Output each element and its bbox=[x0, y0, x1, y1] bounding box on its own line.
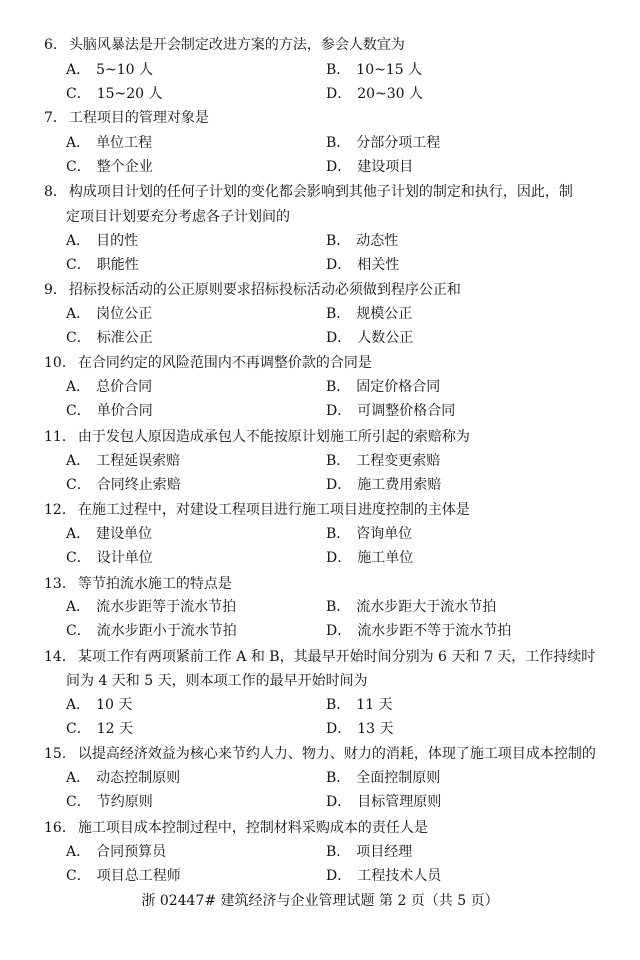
question-stem bbox=[44, 816, 604, 841]
question-text: 招标投标活动的公正原则要求招标投标活动必须做到程序公正和 bbox=[68, 282, 461, 298]
option-c bbox=[66, 866, 181, 886]
option-c bbox=[66, 84, 163, 104]
option-text: 施工单位 bbox=[357, 550, 414, 566]
option-letter: B． bbox=[326, 844, 351, 860]
option-b bbox=[326, 231, 398, 251]
option-text: 流水步距小于流水节拍 bbox=[96, 623, 237, 639]
option-c bbox=[66, 328, 153, 348]
option-letter: D． bbox=[326, 159, 352, 175]
option-text: 10~15 人 bbox=[356, 62, 423, 78]
option-b bbox=[326, 768, 440, 788]
option-text: 13 天 bbox=[357, 721, 394, 737]
option-text: 流水步距不等于流水节拍 bbox=[357, 623, 512, 639]
option-letter: B． bbox=[326, 135, 351, 151]
question-number: 11． bbox=[44, 429, 76, 445]
question-text: 某项工作有两项紧前工作 A 和 B，其最早开始时间分别为 6 天和 7 天，工作持续时 bbox=[77, 649, 596, 665]
option-d bbox=[326, 621, 511, 641]
option-d bbox=[326, 719, 394, 739]
option-b bbox=[326, 597, 496, 617]
option-text: 单价合同 bbox=[96, 403, 153, 419]
option-c bbox=[66, 401, 153, 421]
question-number: 13． bbox=[44, 576, 76, 592]
option-text: 工程延误索赔 bbox=[96, 453, 181, 469]
option-b bbox=[326, 133, 440, 153]
option-letter: B． bbox=[326, 379, 351, 395]
option-text: 动态控制原则 bbox=[96, 770, 181, 786]
option-letter: A． bbox=[66, 135, 91, 151]
option-letter: B． bbox=[326, 526, 351, 542]
question-text: 等节拍流水施工的特点是 bbox=[77, 576, 232, 592]
question-stem bbox=[44, 498, 604, 523]
option-letter: D． bbox=[326, 403, 352, 419]
option-text: 合同预算员 bbox=[96, 844, 167, 860]
option-letter: A． bbox=[66, 770, 91, 786]
question-stem bbox=[44, 742, 604, 767]
question-stem bbox=[44, 645, 604, 670]
option-text: 11 天 bbox=[356, 697, 393, 713]
option-text: 整个企业 bbox=[96, 159, 153, 175]
question-number: 16． bbox=[44, 820, 76, 836]
option-a bbox=[66, 597, 236, 617]
option-text: 全面控制原则 bbox=[356, 770, 441, 786]
option-text: 合同终止索赔 bbox=[96, 477, 181, 493]
question-text-continued: 间为 4 天和 5 天，则本项工作的最早开始时间为 bbox=[66, 673, 368, 689]
page-footer: 浙 02447# 建筑经济与企业管理试题 第 2 页（共 5 页） bbox=[141, 893, 499, 909]
option-letter: A． bbox=[66, 526, 91, 542]
option-letter: C． bbox=[66, 868, 91, 884]
option-text: 12 天 bbox=[96, 721, 133, 737]
option-letter: A． bbox=[66, 599, 91, 615]
option-text: 施工费用索赔 bbox=[357, 477, 442, 493]
question-stem bbox=[44, 351, 604, 376]
question-stem bbox=[44, 425, 604, 450]
option-letter: D． bbox=[326, 550, 352, 566]
option-text: 岗位公正 bbox=[96, 306, 153, 322]
option-a bbox=[66, 768, 180, 788]
option-d bbox=[326, 548, 413, 568]
option-text: 流水步距等于流水节拍 bbox=[96, 599, 237, 615]
option-d bbox=[326, 255, 399, 275]
option-c bbox=[66, 475, 181, 495]
option-text: 15~20 人 bbox=[96, 86, 163, 102]
option-letter: B． bbox=[326, 62, 351, 78]
option-letter: A． bbox=[66, 62, 91, 78]
question-stem bbox=[44, 180, 604, 205]
option-c bbox=[66, 548, 153, 568]
option-c bbox=[66, 792, 153, 812]
option-letter: C． bbox=[66, 623, 91, 639]
option-a bbox=[66, 231, 138, 251]
option-text: 职能性 bbox=[96, 257, 139, 273]
option-a bbox=[66, 133, 152, 153]
question-text: 以提高经济效益为核心来节约人力、物力、财力的消耗，体现了施工项目成本控制的 bbox=[77, 746, 596, 762]
option-letter: C． bbox=[66, 550, 91, 566]
option-b bbox=[326, 524, 412, 544]
option-text: 5~10 人 bbox=[96, 62, 154, 78]
question-number: 7． bbox=[44, 110, 67, 126]
question-text: 由于发包人原因造成承包人不能按原计划施工所引起的索赔称为 bbox=[77, 429, 470, 445]
option-text: 项目总工程师 bbox=[96, 868, 181, 884]
question-text: 施工项目成本控制过程中，控制材料采购成本的责任人是 bbox=[77, 820, 428, 836]
option-letter: C． bbox=[66, 477, 91, 493]
question-text: 在合同约定的风险范围内不再调整价款的合同是 bbox=[77, 355, 372, 371]
option-text: 设计单位 bbox=[96, 550, 153, 566]
option-text: 动态性 bbox=[356, 233, 399, 249]
question-stem bbox=[44, 33, 604, 58]
option-text: 分部分项工程 bbox=[356, 135, 441, 151]
option-d bbox=[326, 401, 455, 421]
option-text: 10 天 bbox=[96, 697, 133, 713]
option-letter: D． bbox=[326, 257, 352, 273]
option-c bbox=[66, 255, 139, 275]
option-b bbox=[326, 304, 412, 324]
question-number: 14． bbox=[44, 649, 76, 665]
option-b bbox=[326, 695, 393, 715]
option-letter: D． bbox=[326, 794, 352, 810]
option-a bbox=[66, 304, 152, 324]
option-letter: D． bbox=[326, 721, 352, 737]
option-text: 工程技术人员 bbox=[357, 868, 442, 884]
option-text: 总价合同 bbox=[96, 379, 153, 395]
option-letter: B． bbox=[326, 599, 351, 615]
option-d bbox=[326, 84, 423, 104]
option-letter: B． bbox=[326, 233, 351, 249]
option-text: 流水步距大于流水节拍 bbox=[356, 599, 497, 615]
option-letter: A． bbox=[66, 379, 91, 395]
option-text: 人数公正 bbox=[357, 330, 414, 346]
option-letter: D． bbox=[326, 868, 352, 884]
option-letter: C． bbox=[66, 159, 91, 175]
option-letter: C． bbox=[66, 794, 91, 810]
option-text: 20~30 人 bbox=[357, 86, 424, 102]
option-c bbox=[66, 157, 153, 177]
question-stem bbox=[44, 106, 604, 131]
question-number: 9． bbox=[44, 282, 67, 298]
option-b bbox=[326, 842, 412, 862]
option-letter: D． bbox=[326, 86, 352, 102]
question-text: 工程项目的管理对象是 bbox=[68, 110, 209, 126]
question-stem bbox=[44, 572, 604, 597]
option-letter: C． bbox=[66, 86, 91, 102]
option-text: 规模公正 bbox=[356, 306, 413, 322]
option-text: 目标管理原则 bbox=[357, 794, 442, 810]
option-letter: B． bbox=[326, 453, 351, 469]
option-d bbox=[326, 157, 413, 177]
option-text: 可调整价格合同 bbox=[357, 403, 456, 419]
option-b bbox=[326, 377, 440, 397]
option-d bbox=[326, 328, 413, 348]
option-a bbox=[66, 695, 132, 715]
option-letter: A． bbox=[66, 453, 91, 469]
option-c bbox=[66, 719, 133, 739]
option-letter: A． bbox=[66, 306, 91, 322]
option-text: 标准公正 bbox=[96, 330, 153, 346]
option-letter: A． bbox=[66, 697, 91, 713]
option-letter: C． bbox=[66, 403, 91, 419]
option-letter: B． bbox=[326, 697, 351, 713]
option-a bbox=[66, 377, 152, 397]
option-a bbox=[66, 60, 153, 80]
option-text: 项目经理 bbox=[356, 844, 413, 860]
question-text: 在施工过程中，对建设工程项目进行施工项目进度控制的主体是 bbox=[77, 502, 470, 518]
option-text: 建设项目 bbox=[357, 159, 414, 175]
option-a bbox=[66, 451, 180, 471]
option-letter: C． bbox=[66, 257, 91, 273]
question-number: 6． bbox=[44, 37, 67, 53]
option-letter: B． bbox=[326, 306, 351, 322]
option-letter: C． bbox=[66, 330, 91, 346]
question-text: 构成项目计划的任何子计划的变化都会影响到其他子计划的制定和执行，因此，制 bbox=[68, 184, 573, 200]
option-letter: C． bbox=[66, 721, 91, 737]
question-number: 12． bbox=[44, 502, 76, 518]
option-b bbox=[326, 451, 440, 471]
option-letter: D． bbox=[326, 477, 352, 493]
option-letter: D． bbox=[326, 623, 352, 639]
option-d bbox=[326, 475, 441, 495]
option-letter: B． bbox=[326, 770, 351, 786]
option-d bbox=[326, 866, 441, 886]
option-text: 单位工程 bbox=[96, 135, 153, 151]
option-text: 建设单位 bbox=[96, 526, 153, 542]
question-text-continued: 定项目计划要充分考虑各子计划间的 bbox=[66, 209, 290, 225]
option-b bbox=[326, 60, 422, 80]
option-a bbox=[66, 842, 166, 862]
option-letter: A． bbox=[66, 233, 91, 249]
option-text: 固定价格合同 bbox=[356, 379, 441, 395]
option-d bbox=[326, 792, 441, 812]
question-text: 头脑风暴法是开会制定改进方案的方法，参会人数宜为 bbox=[68, 37, 405, 53]
option-letter: D． bbox=[326, 330, 352, 346]
question-number: 8． bbox=[44, 184, 67, 200]
option-c bbox=[66, 621, 237, 641]
option-a bbox=[66, 524, 152, 544]
option-letter: A． bbox=[66, 844, 91, 860]
option-text: 节约原则 bbox=[96, 794, 153, 810]
option-text: 工程变更索赔 bbox=[356, 453, 441, 469]
question-number: 10． bbox=[44, 355, 76, 371]
option-text: 咨询单位 bbox=[356, 526, 413, 542]
option-text: 目的性 bbox=[96, 233, 139, 249]
question-stem bbox=[44, 278, 604, 303]
option-text: 相关性 bbox=[357, 257, 400, 273]
question-number: 15． bbox=[44, 746, 76, 762]
